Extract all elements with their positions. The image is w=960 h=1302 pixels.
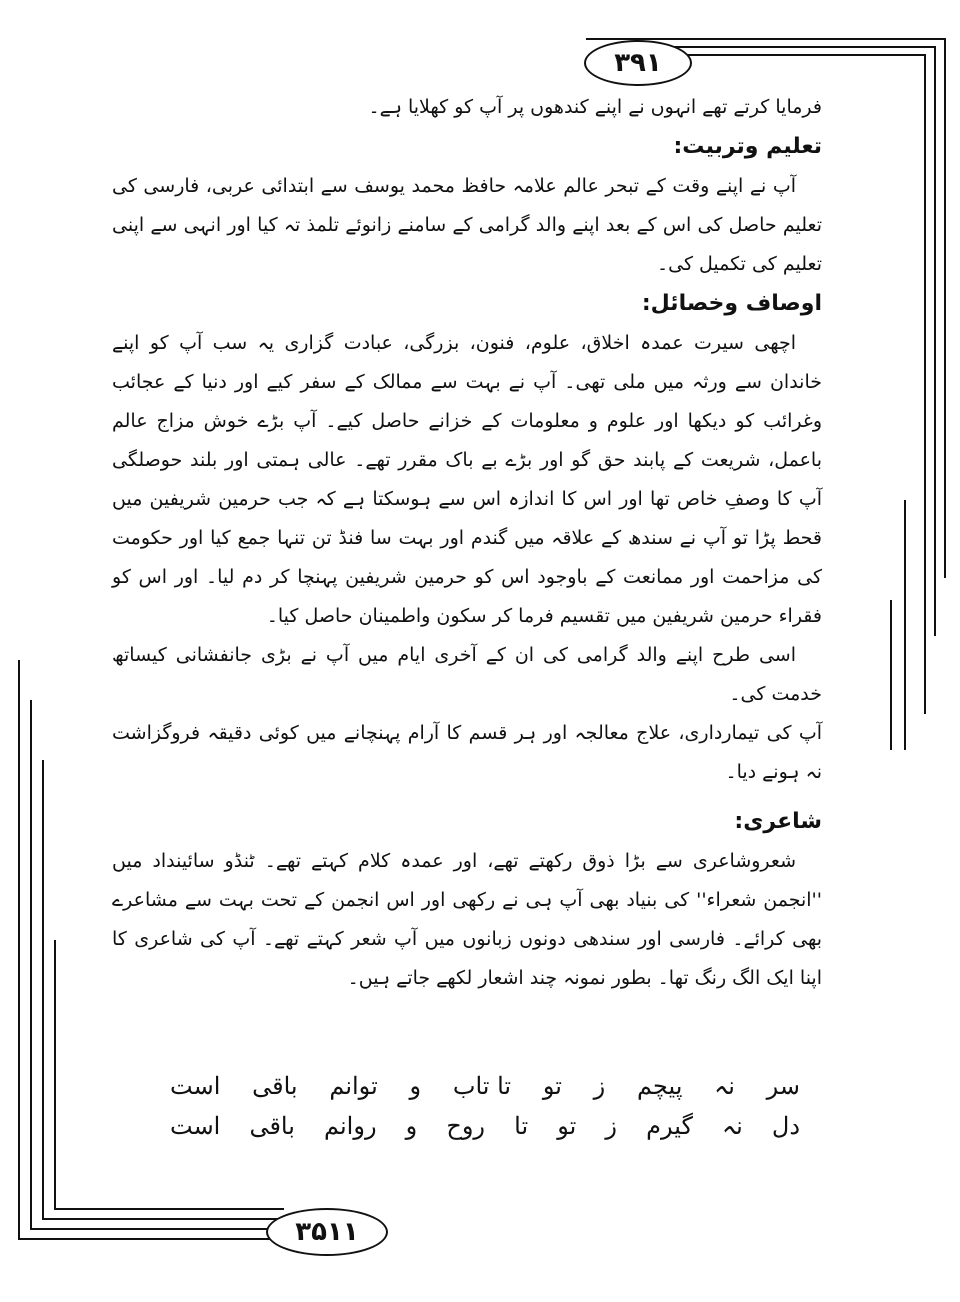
verse-word: ز [605, 1112, 618, 1140]
verse-word: پیچم [637, 1072, 683, 1100]
paragraph-education: آپ نے اپنے وقت کے تبحر عالم علامہ حافظ محمد یوسف سے ابتدائی عربی، فارسی کی تعلیم حاصل کی اس کے بعد اپنے والد گرامی کے سامنے زانوئے تلمذ تہ کیا اور انہی سے اپنی تعلیم کی تکمیل کی۔ [112, 175, 822, 275]
paragraph-service-2: آپ کی تیمارداری، علاج معالجہ اور ہر قسم کا آرام پہنچانے میں کوئی دقیقہ فروگزاشت نہ ہونے دیا۔ [112, 722, 822, 783]
verse-word: توانم [329, 1072, 378, 1100]
page-number-top [584, 40, 692, 86]
verse-word: تا [514, 1112, 529, 1140]
verse-word: تا تاب [452, 1072, 512, 1100]
verse-word: دل [771, 1112, 800, 1140]
verse-word: و [405, 1112, 418, 1140]
verse-word: تو [557, 1112, 577, 1140]
verse-word: باقی [252, 1072, 298, 1100]
verse-line-2 [170, 1106, 800, 1146]
verse-word: نہ [722, 1112, 743, 1140]
paragraph-poetry: شعروشاعری سے بڑا ذوق رکھتے تھے، اور عمدہ کلام کہتے تھے۔ ٹنڈو سائینداد میں ''انجمن شعراء'' کی بنیاد بھی آپ ہی نے رکھی اور اس انجمن کے تحت بہت سے مشاعرے بھی کرائے۔ فارسی اور سندھی دونوں زبانوں میں آپ شعر کہتے تھے۔ آپ کی شاعری کا اپنا ایک الگ رنگ تھا۔ بطور نمونہ چند اشعار لکھے جاتے ہیں۔ [112, 850, 822, 989]
verse-word: روح [446, 1112, 486, 1140]
verse-word: است [170, 1112, 221, 1140]
heading-qualities: اوصاف وخصائل: [641, 291, 822, 316]
verse-word: ز [593, 1072, 606, 1100]
verse-word: روانم [324, 1112, 377, 1140]
verse-word: باقی [249, 1112, 295, 1140]
page-number-bottom [266, 1208, 388, 1256]
verse-word: و [409, 1072, 422, 1100]
verse-word: تو [542, 1072, 562, 1100]
heading-education: تعلیم وتربیت: [673, 134, 822, 159]
page-number-bottom-text: ۳۵۱۱ [295, 1217, 359, 1247]
heading-poetry: شاعری: [734, 809, 822, 834]
intro-line: فرمایا کرتے تھے انہوں نے اپنے کندھوں پر آپ کو کھلایا ہے۔ [368, 96, 822, 118]
verse-word: گیرم [646, 1112, 693, 1140]
paragraph-qualities: اچھی سیرت عمدہ اخلاق، علوم، فنون، بزرگی، عبادت گزاری یہ سب آپ کو اپنے خاندان سے ورثہ میں ملی تھی۔ آپ نے بہت سے ممالک کے سفر کیے اور دنیا کے عجائب وغرائب کو دیکھا اور علوم و معلومات کے خزانے حاصل کیے۔ آپ بڑے خوش مزاج عالم باعمل، شریعت کے پابند حق گو اور بڑے بے باک مقرر تھے۔ عالی ہمتی اور بلند حوصلگی آپ کا وصفِ خاص تھا اور اس کا اندازہ اس سے ہوسکتا ہے کہ جب حرمین شریفین میں قحط پڑا تو آپ نے سندھ کے علاقہ میں گندم اور بہت سا فنڈ تن تنہا جمع کیا اور حکومت کی مزاحمت اور ممانعت کے باوجود اس کو حرمین شریفین پہنچا کر دم لیا۔ اور اس کو فقراء حرمین شریفین میں تقسیم فرما کر سکون واطمینان حاصل کیا۔ [112, 332, 822, 627]
verse-word: نہ [714, 1072, 735, 1100]
verse-word: سر [766, 1072, 800, 1100]
verse-block [170, 1066, 800, 1146]
page-number-top-text: ۳۹۱ [614, 48, 662, 78]
page-body [112, 88, 822, 998]
paragraph-service-1: اسی طرح اپنے والد گرامی کی ان کے آخری ایام میں آپ نے بڑی جانفشانی کیساتھ خدمت کی۔ [112, 644, 822, 705]
verse-line-1 [170, 1066, 800, 1106]
verse-word: است [170, 1072, 221, 1100]
